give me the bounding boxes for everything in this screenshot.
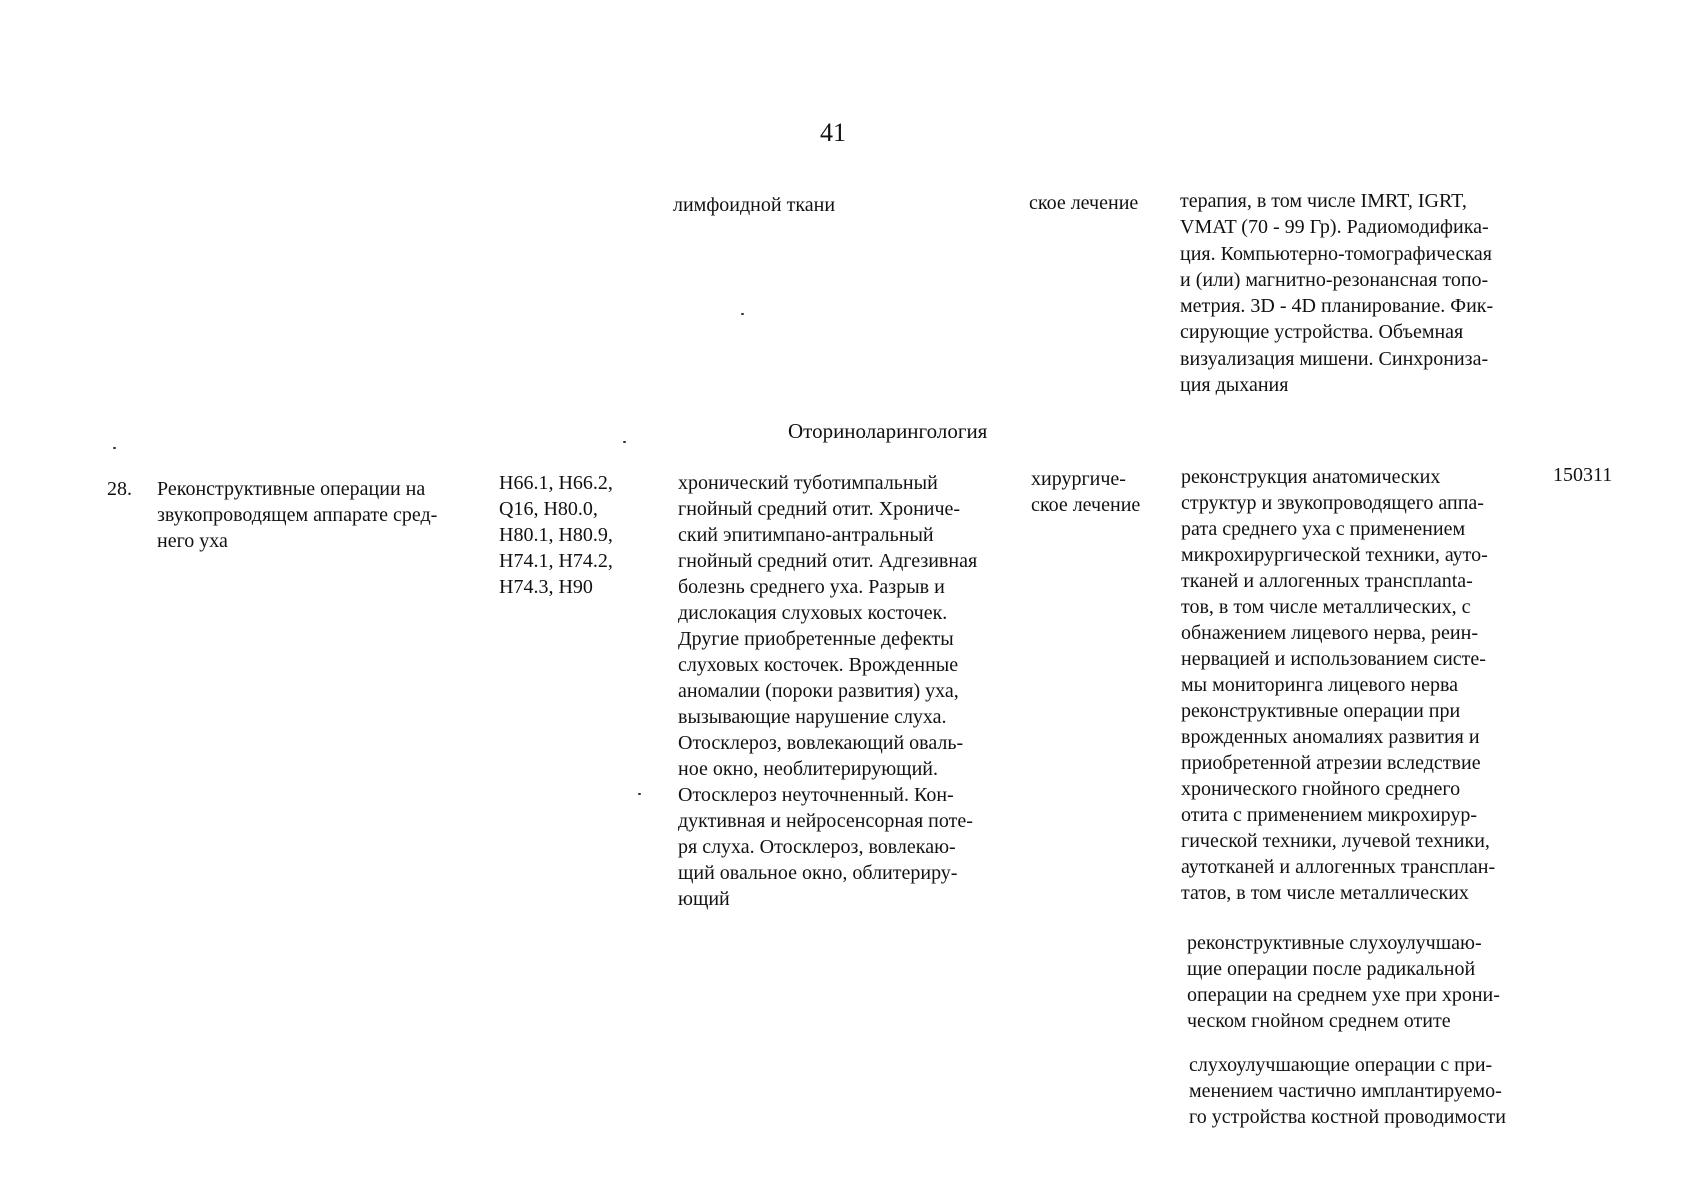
scan-speck — [113, 447, 116, 449]
continued-treatment-type: ское лечение — [1029, 192, 1139, 214]
row-cost: 150311 — [1553, 464, 1613, 486]
row-number: 28. — [107, 478, 132, 500]
section-title: Оториноларингология — [788, 419, 988, 443]
row-codes: H66.1, H66.2, Q16, H80.0, H80.1, H80.9, H74.1, H74.2, H74.3, H90 — [499, 472, 613, 598]
scan-speck — [741, 313, 744, 315]
scan-speck — [623, 441, 626, 443]
page-number: 41 — [820, 118, 846, 147]
continued-method: терапия, в том числе IMRT, IGRT, VMAT (70 - 99 Гр). Радиомодифика- ция. Компьютерно-томографическая и (или) магнитно-резонансная топо- метрия. 3D - 4D планирование. Фик- сирующие устройства. Объемная визуализация мишени. Синхрониза- ция дыхания — [1180, 190, 1494, 397]
scan-speck — [638, 793, 641, 795]
row-method-2: реконструктивные слухоулучшаю- щие операции после радикальной операции на среднем ухе при хрони- ческом гнойном среднем отите — [1187, 932, 1500, 1032]
row-diagnosis: хронический туботимпальный гнойный средний отит. Хрониче- ский эпитимпано-антральный гнойный средний отит. Адгезивная болезнь среднего уха. Разрыв и дислокация слуховых косточек. Другие приобретенные дефекты слуховых косточек. Врожденные аномалии (пороки развития) уха, вызывающие нарушение слуха. Отосклероз, вовлекающий оваль- ное окно, необлитерирующий. Отосклероз неуточненный. Кон- дуктивная и нейросенсорная поте- ря слуха. Отосклероз, вовлекаю- щий овальное окно, облитериру- ющий — [678, 472, 978, 910]
continued-diagnosis: лимфоидной ткани — [673, 194, 836, 216]
row-treatment-type: хирургиче- ское лечение — [1031, 468, 1141, 516]
row-name: Реконструктивные операции на звукопроводящем аппарате сред- него уха — [157, 478, 438, 552]
row-method-3: слухоулучшающие операции с при- менением частично имплантируемо- го устройства костной проводимости — [1189, 1054, 1506, 1128]
row-method-1: реконструкция анатомических структур и звукопроводящего аппа- рата среднего уха с применением микрохирургической техники, ауто- тканей и аллогенных трансплanta- тов, в том числе металлических, с обнажением лицевого нерва, реин- нервацией и использованием систе- мы мониторинга лицевого нерва реконструктивные операции при врожденных аномалиях развития и приобретенной атрезии вследствие хронического гнойного среднего отита с применением микрохирур- гической техники, лучевой техники, аутотканей и аллогенных трансплан- татов, в том числе металлических — [1181, 466, 1496, 904]
